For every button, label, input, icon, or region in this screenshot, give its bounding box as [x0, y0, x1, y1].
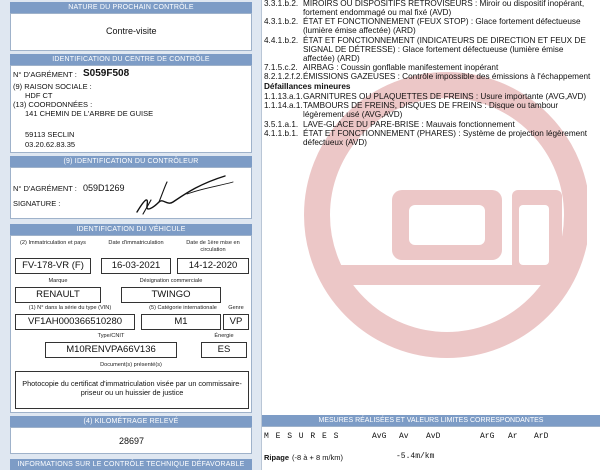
marque-label: Marque: [48, 278, 68, 284]
controleur-agrement-label: N° D'AGRÉMENT :: [13, 184, 77, 193]
ripage-value: -5.4m/km: [396, 452, 435, 461]
centre-city: 59113 SECLIN: [25, 130, 75, 139]
centre-coord-label: (13) COORDONNÉES :: [13, 100, 93, 109]
docs-label: Document(s) présenté(s): [100, 362, 162, 368]
col-ard: ArD: [534, 432, 549, 441]
col-avg: AvG: [372, 432, 387, 441]
energie-label: Énergie: [214, 333, 234, 339]
col-av: Av: [399, 432, 409, 441]
categorie-label: (5) Catégorie internationale: [149, 305, 217, 311]
centre-address: 141 CHEMIN DE L'ARBRE DE GUISE: [25, 109, 154, 118]
genre-value: VP: [223, 314, 249, 330]
designation-label: Désignation commerciale: [139, 278, 203, 284]
controleur-box: [10, 167, 252, 219]
ripage-limits: (-8 à + 8 m/km): [292, 453, 344, 462]
col-ar: Ar: [508, 432, 518, 441]
prochain-value: Contre-visite: [106, 26, 157, 36]
energie-value: ES: [201, 342, 247, 358]
date-circ-value: 14-12-2020: [177, 258, 249, 274]
controleur-agrement-value: 059D1269: [83, 183, 125, 193]
genre-label: Genre: [228, 305, 244, 311]
date-circ-label: Date de 1ère mise en circulation: [186, 240, 240, 253]
prochain-header: NATURE DU PROCHAIN CONTRÔLE: [10, 2, 252, 13]
centre-raison-label: (9) RAISON SOCIALE :: [13, 82, 92, 91]
km-box: [10, 427, 252, 454]
km-value: 28697: [119, 436, 145, 446]
centre-raison-value: HDF CT: [25, 91, 53, 100]
right-column: 3.3.1.b.2. MIROIRS OU DISPOSITIFS RÉTROVISEURS : Miroir ou dispositif inopérant, fortement endommagé ou mal fixé (AVD) 4.3.1.b.2. ÉTAT ET FONCTIONNEMENT (FEUX STOP) : Glace fortement défectueuse (lumière émise affectée) (ARD) 4.4.1.b.2. ÉTAT ET FONCTIONNEMENT (INDICATEURS DE DIRECTION ET FEUX DE SIGNAL DE DÉTRESSE) : Glace fortement défectueuse (lumière émise affectée) (ARD) 7.1.5.c.2. AIRBAG : Coussin gonflable manifestement inopérant 8.2.1.2.f.2. ÉMISSIONS GAZEUSES : Contrôle impossible des émissions à l'échappement Défaillances mineures 1.1.13.a.1. GARNITURES OU PLAQUETTES DE FREINS : Usure importante (AVG,AVD) 1.1.14.a.1. TAMBOURS DE FREINS, DISQUES DE FREINS : Disque ou tambour légèrement usé (AVG,AVD) 3.5.1.a.1. LAVE-GLACE DU PARE-BRISE : Mauvais fonctionnement 4.1.1.b.1. ÉTAT ET FONCTIONNEMENT (PHARES) : Système de projection légèrement défectueux (AVD) MESURES RÉALISÉES ET VALEURS LIMITES CORRESPONDANTES M E S U R E S AvG Av AvD ArG Ar ArD Ripage (-8 à + 8 m/km) -5.4m/km: [262, 0, 600, 470]
controleur-signature-label: SIGNATURE :: [13, 199, 61, 208]
left-column: [0, 0, 262, 470]
immat-value: FV-178-VR (F): [15, 258, 91, 274]
col-avd: AvD: [426, 432, 441, 441]
mesures-box: [262, 426, 600, 470]
infos-header: INFORMATIONS SUR LE CONTRÔLE TECHNIQUE DÉFAVORABLE: [10, 459, 252, 470]
controleur-header: (9) IDENTIFICATION DU CONTRÔLEUR: [10, 156, 252, 167]
mesures-title: M E S U R E S: [264, 432, 340, 441]
vehicule-header: IDENTIFICATION DU VÉHICULE: [10, 224, 252, 235]
km-header: (4) KILOMÉTRAGE RELEVÉ: [10, 416, 252, 427]
vehicule-box: [10, 235, 252, 413]
immat-label: (2) Immatriculation et pays: [20, 240, 86, 246]
centre-header: IDENTIFICATION DU CENTRE DE CONTRÔLE: [10, 54, 252, 65]
centre-box: [10, 65, 252, 153]
centre-agrement-value: S059F508: [83, 68, 130, 79]
col-arg: ArG: [480, 432, 495, 441]
mineures-title: Défaillances mineures: [264, 82, 351, 91]
docs-value: Photocopie du certificat d'immatriculation visée par un commissaire-priseur ou un huissier de justice: [15, 371, 249, 409]
ripage-label: Ripage: [264, 453, 290, 462]
type-value: M10RENVPA66V136: [45, 342, 177, 358]
categorie-value: M1: [141, 314, 221, 330]
centre-agrement-label: N° D'AGRÉMENT :: [13, 70, 77, 79]
mesures-header: MESURES RÉALISÉES ET VALEURS LIMITES CORRESPONDANTES: [262, 415, 600, 426]
vin-value: VF1AH000366510280: [15, 314, 135, 330]
type-label: Type/CNIT: [97, 333, 125, 339]
signature-scribble: [129, 172, 239, 218]
centre-phone: 03.20.62.83.35: [25, 140, 76, 149]
marque-value: RENAULT: [15, 287, 101, 303]
designation-value: TWINGO: [121, 287, 221, 303]
date-immat-label: Date d'immatriculation: [108, 240, 164, 246]
prochain-box: [10, 13, 252, 51]
date-immat-value: 16-03-2021: [101, 258, 171, 274]
vin-label: (1) N° dans la série du type (VIN): [28, 305, 112, 311]
